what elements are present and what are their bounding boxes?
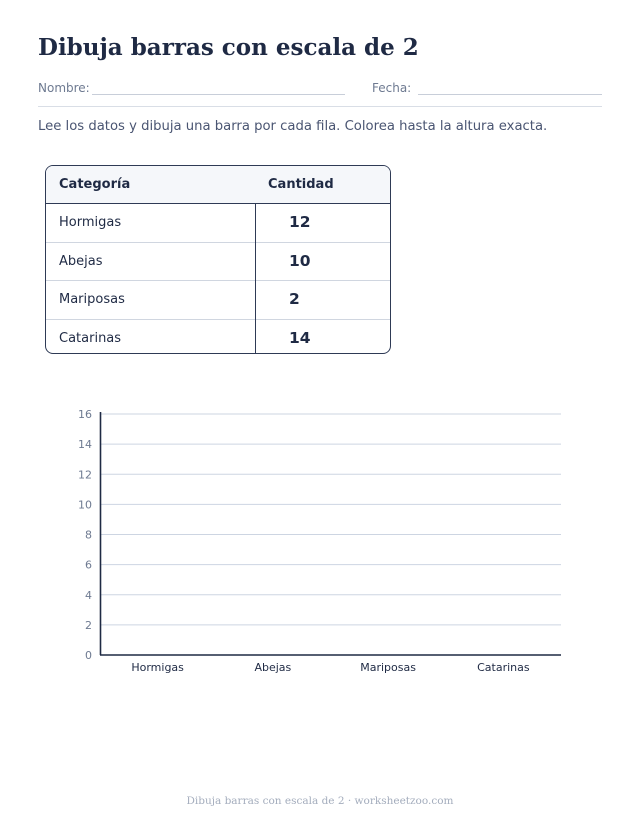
y-tick-label: 0 bbox=[85, 649, 92, 662]
y-tick-label: 12 bbox=[78, 468, 92, 482]
chart-gridlines bbox=[100, 414, 561, 625]
x-tick-label: Abejas bbox=[254, 661, 292, 674]
row-category: Abejas bbox=[59, 253, 103, 269]
x-tick-label: Hormigas bbox=[131, 661, 184, 674]
instructions-text: Lee los datos y dibuja una barra por cada fila. Colorea hasta la altura exacta. bbox=[38, 119, 548, 134]
row-quantity: 14 bbox=[289, 328, 311, 347]
name-label: Nombre: bbox=[38, 81, 90, 95]
y-tick-label: 10 bbox=[78, 498, 92, 512]
x-tick-label: Mariposas bbox=[360, 661, 416, 674]
row-quantity: 2 bbox=[289, 290, 300, 308]
y-tick-label: 4 bbox=[85, 588, 92, 602]
row-quantity: 12 bbox=[289, 213, 311, 231]
y-tick-label: 2 bbox=[85, 618, 92, 632]
row-quantity: 10 bbox=[289, 251, 311, 270]
date-label: Fecha: bbox=[372, 81, 412, 95]
footer-text: Dibuja barras con escala de 2 · worksheetzoo.com bbox=[186, 795, 454, 807]
y-tick-label: 6 bbox=[85, 558, 92, 572]
row-category: Mariposas bbox=[59, 292, 125, 307]
header-quantity: Cantidad bbox=[268, 177, 334, 192]
y-tick-label: 8 bbox=[85, 528, 92, 542]
y-tick-label: 16 bbox=[78, 408, 92, 421]
worksheet-title: Dibuja barras con escala de 2 bbox=[38, 34, 419, 61]
header-category: Categoría bbox=[59, 177, 131, 192]
row-category: Hormigas bbox=[59, 215, 122, 230]
chart-x-ticks bbox=[131, 661, 530, 674]
chart-y-ticks bbox=[78, 408, 92, 662]
row-category: Catarinas bbox=[59, 330, 122, 346]
y-tick-label: 14 bbox=[78, 438, 92, 452]
x-tick-label: Catarinas bbox=[477, 661, 530, 674]
